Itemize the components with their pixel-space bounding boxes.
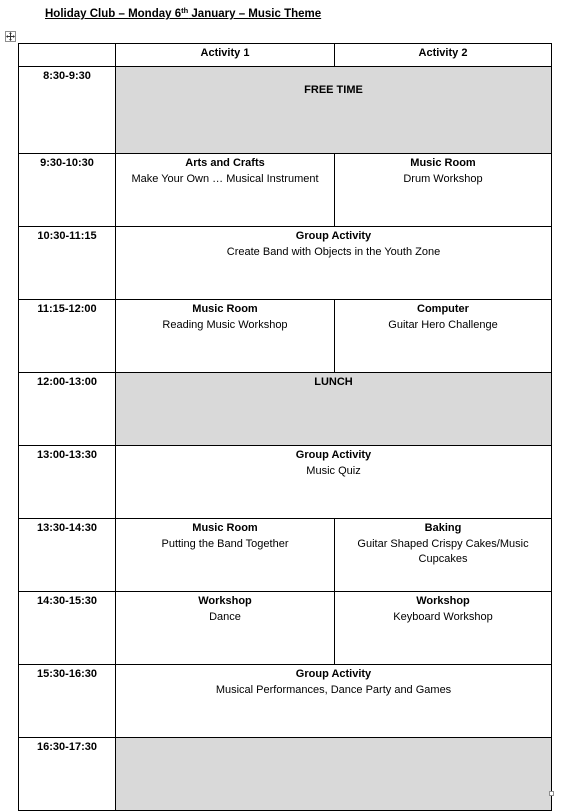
activity-1-cell [116,519,335,592]
activity-1-cell [116,300,335,373]
activity-1-cell [116,592,335,665]
activity-detail: Guitar Hero Challenge [388,318,498,331]
activity-2-cell [335,519,552,592]
activity-heading: Music Room [192,303,258,315]
table-row [19,373,552,446]
activity-detail: Putting the Band Together [161,537,289,550]
activity-heading: Group Activity [295,230,372,242]
time-cell: 9:30-10:30 [19,154,116,227]
activity-1-header: Activity 1 [116,44,335,67]
table-row [19,446,552,519]
activity-heading: Music Room [410,157,476,169]
activity-heading: Baking [424,522,462,534]
merged-activity-cell [116,67,552,154]
activity-heading: Arts and Crafts [185,157,265,169]
table-row [19,665,552,738]
time-cell: 13:30-14:30 [19,519,116,592]
merged-activity-cell [116,738,552,811]
header-row [19,44,552,67]
document-title [45,8,321,20]
activity-2-cell [335,300,552,373]
activity-2-cell [335,154,552,227]
table-row [19,738,552,811]
table-resize-handle[interactable] [549,791,554,796]
activity-heading: Group Activity [295,449,372,461]
activity-detail: Musical Performances, Dance Party and Games [215,683,452,696]
table-row [19,154,552,227]
activity-heading: Workshop [198,595,252,607]
title-text: Holiday Club – Monday 6 [45,8,182,20]
merged-activity-cell [116,373,552,446]
schedule-table [18,43,552,811]
activity-heading: LUNCH [314,376,353,388]
merged-activity-cell [116,227,552,300]
time-cell: 16:30-17:30 [19,738,116,811]
merged-activity-cell [116,665,552,738]
activity-heading: Music Room [192,522,258,534]
title-text-end: January – Music Theme [188,8,322,20]
time-cell: 13:00-13:30 [19,446,116,519]
activity-2-cell [335,592,552,665]
activity-heading: Group Activity [295,668,372,680]
table-row [19,300,552,373]
activity-detail: Guitar Shaped Crispy Cakes/Music Cupcakes [357,537,529,565]
activity-detail: Music Quiz [306,464,361,477]
time-cell: 10:30-11:15 [19,227,116,300]
table-row [19,519,552,592]
activity-detail: Reading Music Workshop [162,318,288,331]
time-cell: 15:30-16:30 [19,665,116,738]
table-row [19,67,552,154]
activity-2-header: Activity 2 [335,44,552,67]
table-move-handle-icon[interactable] [5,31,16,42]
activity-detail: Create Band with Objects in the Youth Zone [226,245,441,258]
table-row [19,592,552,665]
time-cell: 8:30-9:30 [19,67,116,154]
time-cell: 12:00-13:00 [19,373,116,446]
activity-heading: Workshop [416,595,470,607]
activity-1-cell [116,154,335,227]
merged-activity-cell [116,446,552,519]
activity-detail: Make Your Own … Musical Instrument [131,172,319,185]
activity-detail: Dance [209,610,241,623]
time-header-cell [19,44,116,67]
activity-heading: FREE TIME [304,84,363,96]
time-cell: 11:15-12:00 [19,300,116,373]
title-superscript: th [181,6,189,15]
time-cell: 14:30-15:30 [19,592,116,665]
activity-heading: Computer [417,303,469,315]
activity-detail: Drum Workshop [403,172,483,185]
table-row [19,227,552,300]
activity-detail: Keyboard Workshop [393,610,493,623]
